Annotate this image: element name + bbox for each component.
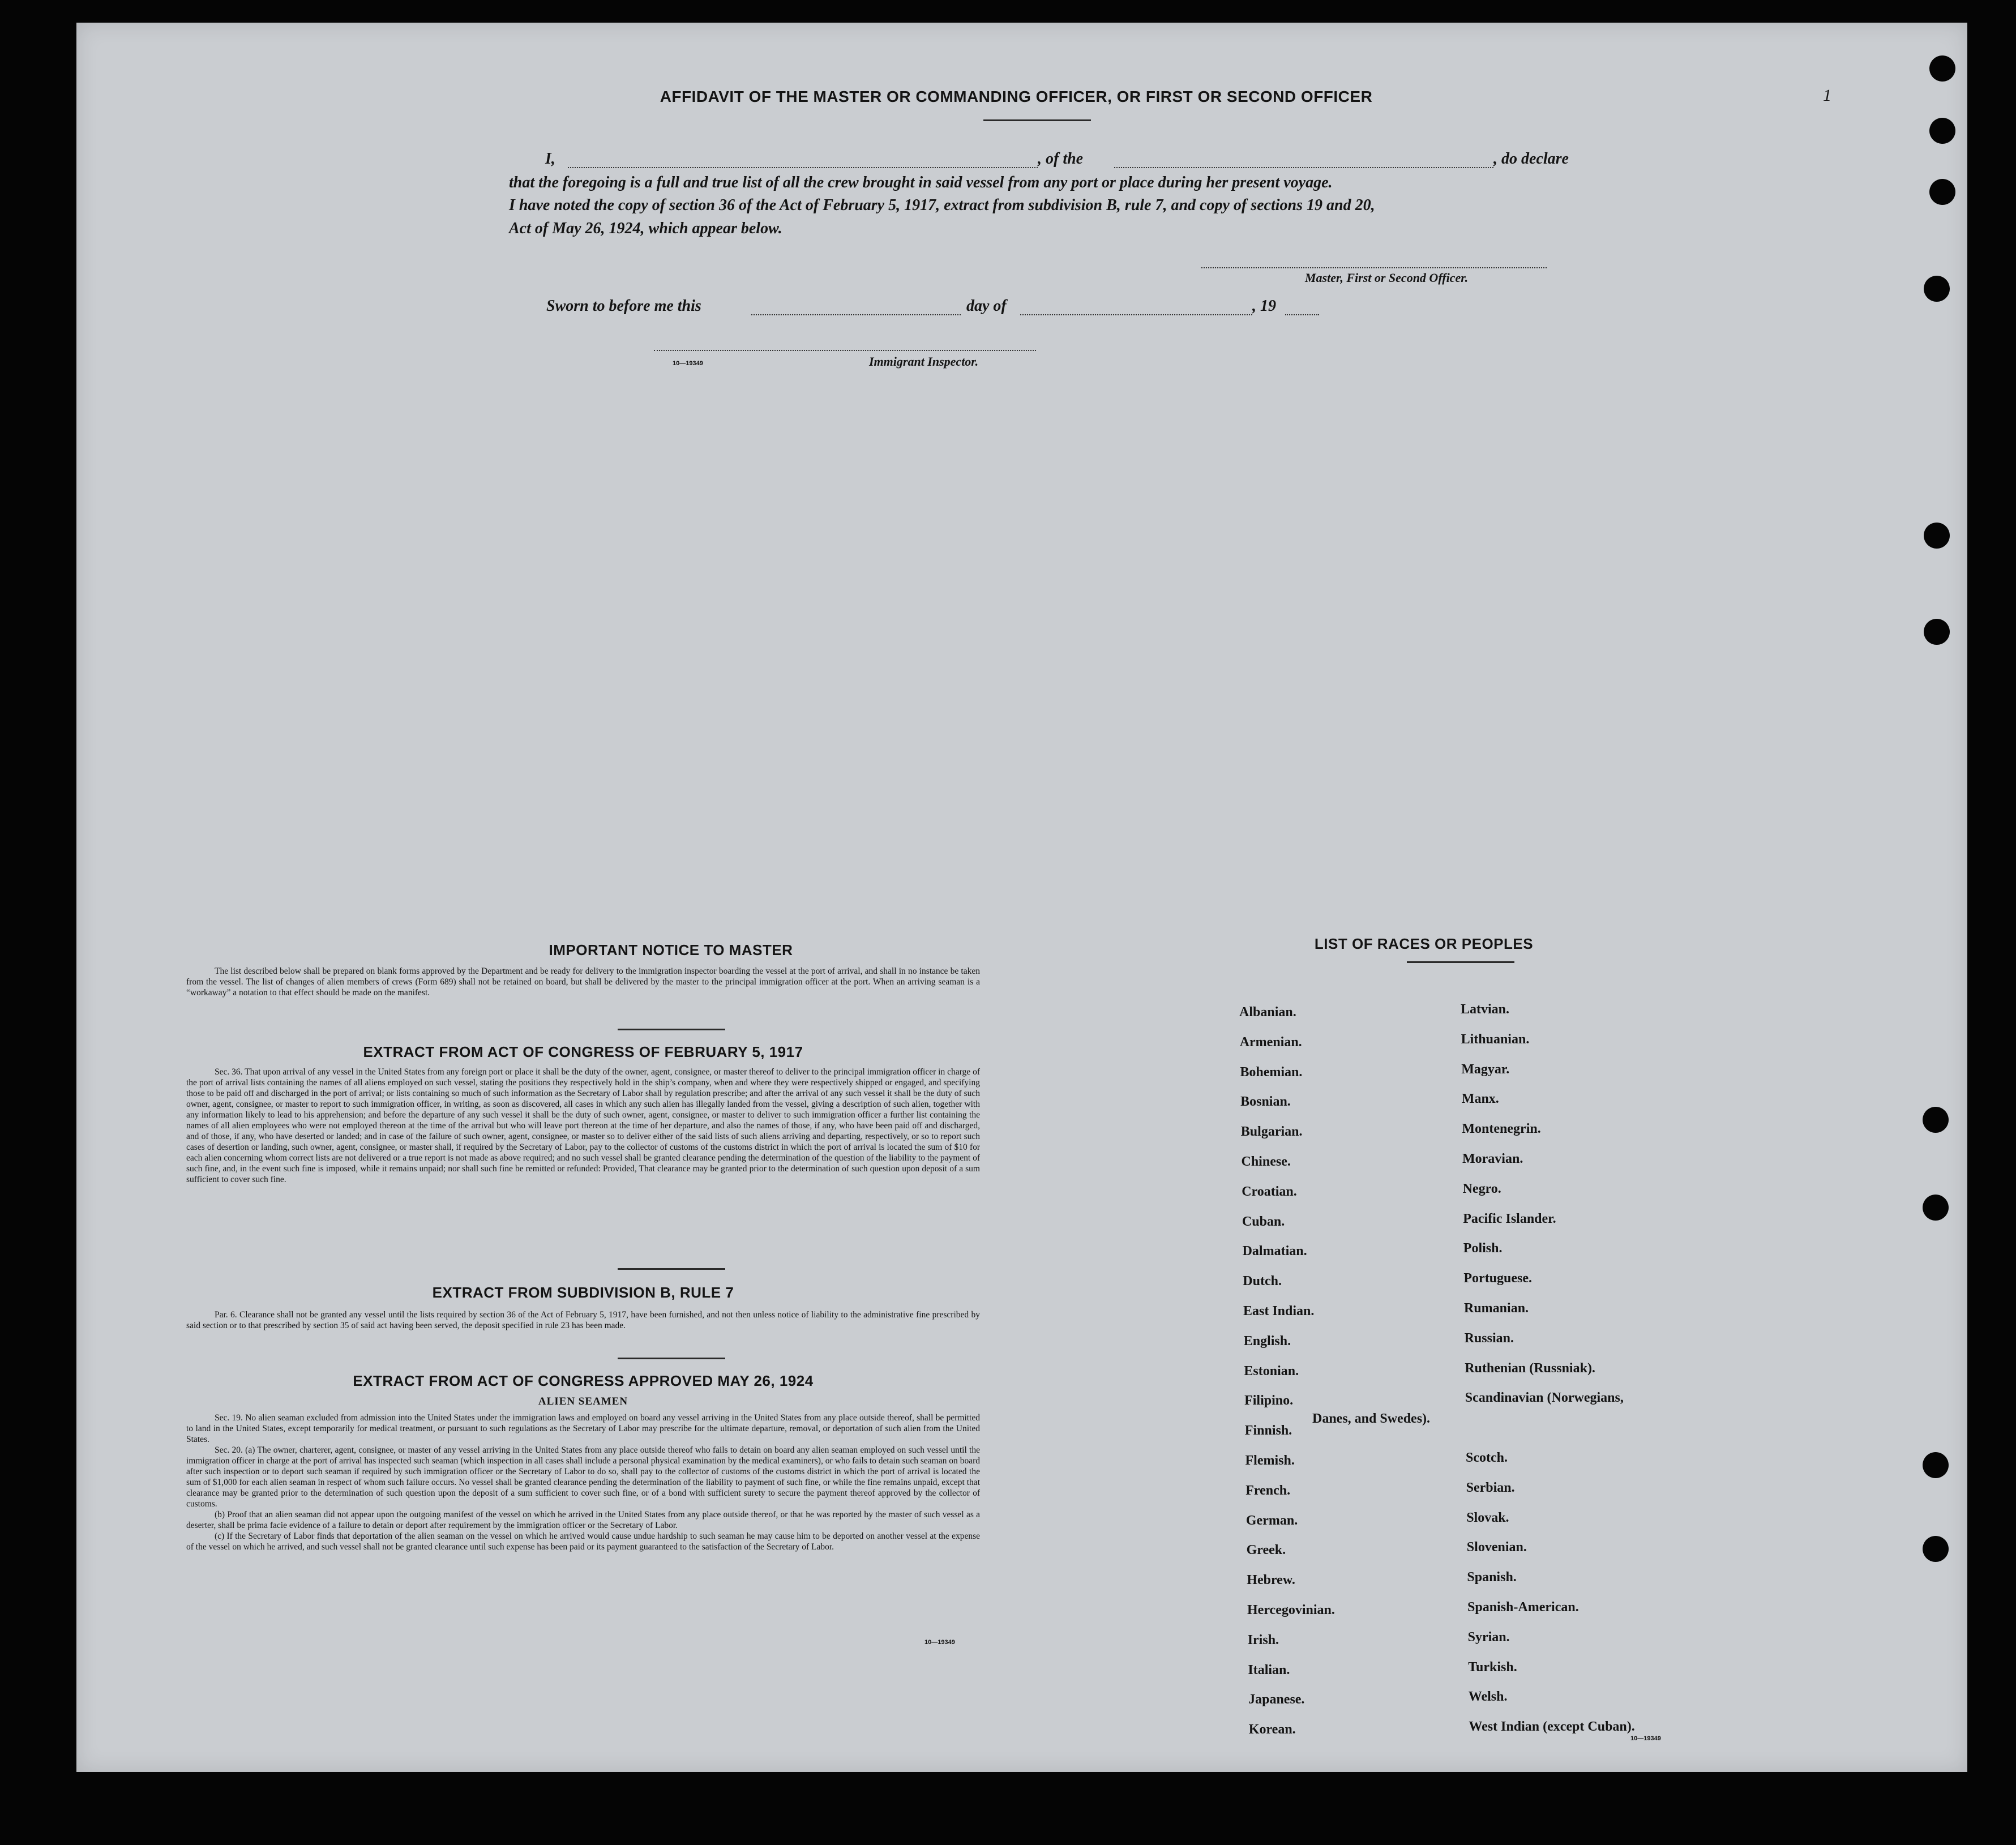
race-item: Irish. xyxy=(1247,1632,1279,1647)
race-item: Spanish. xyxy=(1467,1570,1517,1585)
binder-hole xyxy=(1923,1452,1949,1478)
race-item: Syrian. xyxy=(1467,1629,1510,1645)
race-item: Finnish. xyxy=(1244,1423,1292,1439)
race-item: Russian. xyxy=(1464,1330,1514,1346)
affidavit-title: AFFIDAVIT OF THE MASTER OR COMMANDING OFFICER, OR FIRST OR SECOND OFFICER xyxy=(660,88,1373,105)
races-form-number: 10—19349 xyxy=(1630,1735,1661,1742)
race-item: Serbian. xyxy=(1466,1480,1515,1495)
race-item: Greek. xyxy=(1246,1543,1286,1558)
race-item: German. xyxy=(1245,1513,1298,1528)
race-item: Albanian. xyxy=(1239,1005,1296,1020)
extract-1924-subtitle: ALIEN SEAMEN xyxy=(538,1395,628,1407)
race-item: Dutch. xyxy=(1243,1274,1282,1289)
label-of-the: , of the xyxy=(1038,150,1084,168)
race-item: English. xyxy=(1243,1333,1291,1349)
race-item: Danes, and Swedes). xyxy=(1312,1411,1431,1427)
race-item: Bulgarian. xyxy=(1240,1124,1303,1140)
notice-text: The list described below shall be prepared on blank forms approved by the Department and be ready for delivery to the immigration inspector boarding the vessel at the port of arrival, and shall in no instance be taken from the vessel. The list of changes of alien members of crews (Form 689) shall not be retained on board, but shall be delivered by the master to the principal immigration officer at the port. When an arriving seaman is a “workaway” a notation to that effect should be made on the manifest. xyxy=(186,966,980,998)
name-field-line[interactable] xyxy=(568,167,1038,168)
binder-hole xyxy=(1923,1536,1949,1562)
race-item: Filipino. xyxy=(1244,1393,1294,1409)
master-signature-line[interactable] xyxy=(1201,267,1547,268)
race-item: French. xyxy=(1245,1483,1291,1498)
master-signature-label: Master, First or Second Officer. xyxy=(1305,271,1469,285)
affidavit-line-2: that the foregoing is a full and true list of all the crew brought in said vessel from any port or place during her present voyage. xyxy=(509,174,1333,191)
race-item: Spanish-American. xyxy=(1467,1600,1579,1615)
race-item: Bohemian. xyxy=(1240,1064,1303,1080)
rule7-rule xyxy=(618,1358,725,1359)
binder-hole xyxy=(1929,118,1955,144)
extract-1924-title: EXTRACT FROM ACT OF CONGRESS APPROVED MAY 26, 1924 xyxy=(353,1372,814,1389)
race-item: Ruthenian (Russniak). xyxy=(1465,1360,1595,1376)
sec-20a-text: Sec. 20. (a) The owner, charterer, agent, consignee, or master of any vessel arriving in the United States from any place outside thereof who fails to detain on board any alien seaman employed on such vessel until the immigration officer in charge at the port of arrival has inspected such seaman (which inspection in all cases shall include a personal physical examination by the medical examiners), or who fails to detain such seaman on board after such inspection or to deport such seaman if required by such immigration officer or the Secretary of Labor to do so, shall pay to the collector of customs of the customs district in which the port of arrival is located the sum of $1,000 for each alien seaman in respect of whom such failure occurs. No vessel shall be granted clearance pending the determination of the liability to payment of such fine, or while the fine remains unpaid, except that clearance may be granted prior to the determination of such question upon the deposit of a sum sufficient to cover such fine, or of a bond with sufficient surety to secure the payment thereof approved by the collector of customs. xyxy=(186,1445,980,1509)
inspector-signature-line[interactable] xyxy=(654,350,1036,351)
binder-hole xyxy=(1924,523,1950,549)
race-item: Portuguese. xyxy=(1463,1271,1533,1286)
label-year: , 19 xyxy=(1252,297,1276,315)
sworn-year-line[interactable] xyxy=(1285,314,1319,315)
race-item: Croatian. xyxy=(1242,1184,1297,1199)
race-item: Moravian. xyxy=(1462,1151,1523,1166)
race-item: Lithuanian. xyxy=(1461,1031,1530,1047)
corner-mark: 1 xyxy=(1823,86,1831,105)
par-6-text: Par. 6. Clearance shall not be granted any vessel until the lists required by section 36 of the Act of February 5, 1917, have been furnished, and not then unless notice of liability to the administrative fine prescribed by said section or to that prescribed by section 35 of said act having been served, the deposit specified in rule 23 has been made. xyxy=(186,1310,980,1330)
race-item: Polish. xyxy=(1463,1241,1503,1256)
binder-hole xyxy=(1929,179,1955,205)
rule7-title: EXTRACT FROM SUBDIVISION B, RULE 7 xyxy=(432,1284,734,1301)
race-item: Negro. xyxy=(1462,1181,1501,1196)
races-rule xyxy=(1407,961,1514,963)
extract-form-number: 10—19349 xyxy=(924,1639,955,1646)
race-item: West Indian (except Cuban). xyxy=(1469,1719,1635,1735)
notice-rule xyxy=(618,1029,725,1030)
race-item: Japanese. xyxy=(1248,1692,1305,1707)
binder-hole xyxy=(1924,276,1950,302)
race-item: Scandinavian (Norwegians, xyxy=(1465,1390,1624,1406)
extract-1917-body xyxy=(186,1067,980,1185)
sec-19-text: Sec. 19. No alien seaman excluded from admission into the United States under the immigration laws and employed on board any vessel arriving in the United States from any place outside thereof, shall be permitted to land in the United States, except temporarily for medical treatment, or pursuant to such regulations as the Secretary of Labor may prescribe for the ultimate departure, removal, or deportation of such alien from the United States. xyxy=(186,1413,980,1444)
race-item: Turkish. xyxy=(1468,1659,1517,1675)
affidavit-form-number: 10—19349 xyxy=(673,360,703,367)
rule7-body xyxy=(186,1309,980,1331)
label-do-declare: , do declare xyxy=(1493,150,1569,168)
extract-1924-body xyxy=(186,1412,980,1552)
race-item: East Indian. xyxy=(1243,1304,1315,1319)
binder-hole xyxy=(1924,619,1950,645)
extract-1917-title: EXTRACT FROM ACT OF CONGRESS OF FEBRUARY 5, 1917 xyxy=(363,1043,803,1060)
label-i: I, xyxy=(545,150,555,168)
race-item: Cuban. xyxy=(1242,1214,1285,1229)
race-item: Hercegovinian. xyxy=(1247,1603,1335,1617)
label-day-of: day of xyxy=(966,297,1007,315)
title-rule xyxy=(983,119,1091,121)
binder-hole xyxy=(1929,55,1955,82)
race-item: Slovenian. xyxy=(1466,1540,1527,1555)
races-title: LIST OF RACES OR PEOPLES xyxy=(1314,935,1534,952)
affidavit-line-4: Act of May 26, 1924, which appear below. xyxy=(509,220,782,237)
sec-20b-text: (b) Proof that an alien seaman did not appear upon the outgoing manifest of the vessel on which he arrived in the United States from any place outside thereof, or that he was reported by the master of such vessel as a deserter, shall be prima facie evidence of a failure to detain or deport after requirement by the immigration officer or the Secretary of Labor. xyxy=(186,1510,980,1530)
notice-body xyxy=(186,966,980,998)
race-item: Italian. xyxy=(1248,1662,1290,1677)
race-item: Flemish. xyxy=(1245,1453,1295,1468)
sec-36-text: Sec. 36. That upon arrival of any vessel in the United States from any foreign port or place it shall be the duty of the owner, agent, consignee, or master thereof to deliver to the principal immigration officer in charge of the port of arrival lists containing the names of all aliens employed on such vessel, stating the positions they respectively hold in the ship’s company, when and where they were respectively shipped or engaged, and specifying those to be paid off and discharged in the port of arrival; or lists containing so much of such information as the Secretary of Labor shall by regulation prescribe; and after the arrival of any such vessel it shall be the duty of such owner, agent, consignee, or master to report to such immigration officer, in writing, as soon as discovered, all cases in which any such alien has illegally landed from the vessel, giving a description of such alien, together with any information likely to lead to his apprehension; and before the departure of any such vessel it shall be the duty of such owner, agent, consignee, or master to deliver to such immigration officer a further list containing the names of all alien employees who were not employed thereon at the time of the arrival but who will leave port thereon at the time of her departure, and also the names of those, if any, who have been paid off and discharged, and of those, if any, who have deserted or landed; and in case of the failure of such owner, agent, consignee, or master so to deliver either of the said lists of such aliens arriving and departing, respectively, or so to report such cases of desertion or landing, such owner, agent, consignee, or master shall, if required by the Secretary of Labor, pay to the collector of customs of the customs district in which the port of arrival is located the sum of $10 for each alien concerning whom correct lists are not delivered or a true report is not made as above required; and no such vessel shall be granted clearance pending the determination of the question of the liability to the payment of such fine, and, in the event such fine is imposed, while it remains unpaid; nor shall such fine be remitted or refunded: Provided, That clearance may be granted prior to the determination of such question upon deposit of a sum sufficient to cover such fine. xyxy=(186,1067,980,1184)
race-item: Pacific Islander. xyxy=(1463,1211,1556,1226)
race-item: Rumanian. xyxy=(1464,1301,1529,1316)
vessel-field-line[interactable] xyxy=(1114,167,1493,168)
race-item: Korean. xyxy=(1248,1722,1296,1737)
race-item: Welsh. xyxy=(1468,1689,1508,1705)
sworn-day-line[interactable] xyxy=(751,314,961,315)
race-item: Hebrew. xyxy=(1247,1573,1295,1588)
sworn-line xyxy=(546,297,1396,315)
race-item: Chinese. xyxy=(1241,1154,1291,1169)
inspector-label: Immigrant Inspector. xyxy=(869,354,979,369)
sworn-month-line[interactable] xyxy=(1020,314,1252,315)
race-item: Latvian. xyxy=(1461,1002,1510,1017)
race-item: Bosnian. xyxy=(1240,1094,1291,1110)
affidavit-line-3: I have noted the copy of section 36 of the Act of February 5, 1917, extract from subdivision B, rule 7, and copy of sections 19 and 20, xyxy=(509,196,1375,214)
race-item: Montenegrin. xyxy=(1462,1121,1541,1137)
race-item: Estonian. xyxy=(1244,1363,1299,1379)
affidavit-line-1 xyxy=(545,150,1649,168)
sec-20c-text: (c) If the Secretary of Labor finds that deportation of the alien seaman on the vessel on which he arrived would cause undue hardship to such seaman he may cause him to be deported on another vessel at the expense of the vessel on which he arrived, and such vessel shall not be granted clearance until such expense has been paid or its payment guaranteed to the satisfaction of the Secretary of Labor. xyxy=(186,1531,980,1552)
race-item: Dalmatian. xyxy=(1242,1244,1307,1259)
label-sworn: Sworn to before me this xyxy=(546,297,701,315)
binder-hole xyxy=(1923,1195,1949,1221)
extract-1917-rule xyxy=(618,1268,725,1270)
race-item: Scotch. xyxy=(1466,1450,1508,1465)
race-item: Manx. xyxy=(1461,1091,1499,1107)
binder-hole xyxy=(1923,1107,1949,1133)
race-item: Slovak. xyxy=(1466,1510,1509,1525)
notice-title: IMPORTANT NOTICE TO MASTER xyxy=(549,941,793,958)
race-item: Armenian. xyxy=(1239,1034,1302,1050)
race-item: Magyar. xyxy=(1461,1061,1510,1077)
manifest-sheet xyxy=(76,23,1967,1772)
